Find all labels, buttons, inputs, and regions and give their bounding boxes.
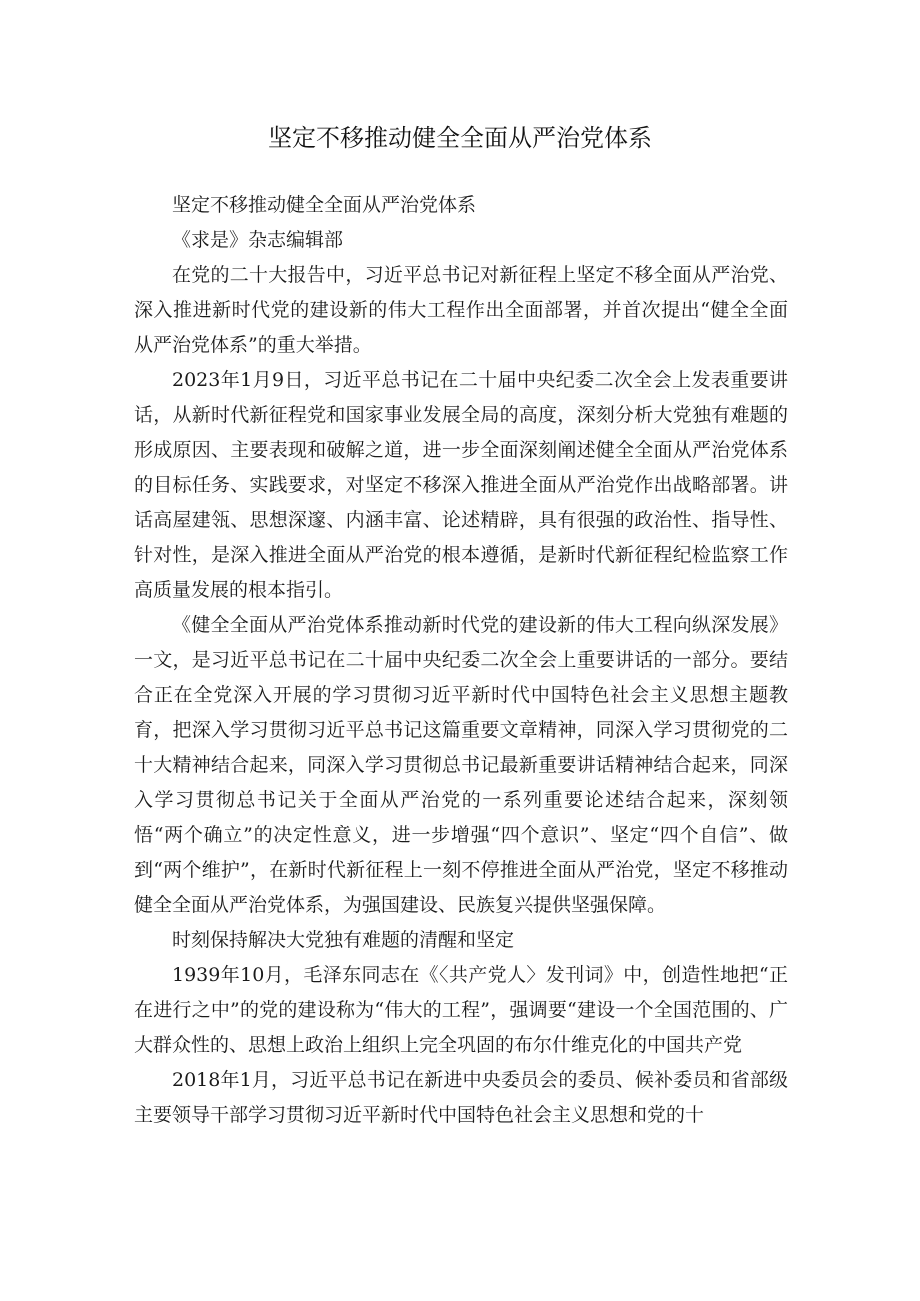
paragraph-speech: 2023年1月9日，习近平总书记在二十届中央纪委二次全会上发表重要讲话，从新时代新征程党和国家事业发展全局的高度，深刻分析大党独有难题的形成原因、主要表现和破解之道，进一步全面深刻阐述健全全面从严治党体系的目标任务、实践要求，对坚定不移深入推进全面从严治党作出战略部署。讲话高屋建瓴、思想深邃、内涵丰富、论述精辟，具有很强的政治性、指导性、针对性，是深入推进全面从严治党的根本遵循，是新时代新征程纪检监察工作高质量发展的根本指引。 <box>134 369 788 601</box>
paragraph-article: 《健全全面从严治党体系推动新时代党的建设新的伟大工程向纵深发展》一文，是习近平总书记在二十届中央纪委二次全会上重要讲话的一部分。要结合正在全党深入开展的学习贯彻习近平新时代中国特色社会主义思想主题教育，把深入学习贯彻习近平总书记这篇重要文章精神，同深入学习贯彻党的二十大精神结合起来，同深入学习贯彻总书记最新重要讲话精神结合起来，同深入学习贯彻总书记关于全面从严治党的一系列重要论述结合起来，深刻领悟“两个确立”的决定性意义，进一步增强“四个意识”、坚定“四个自信”、做到“两个维护”，在新时代新征程上一刻不停推进全面从严治党，坚定不移推动健全全面从严治党体系，为强国建设、民族复兴提供坚强保障。 <box>134 614 788 916</box>
paragraph-subtitle: 坚定不移推动健全全面从严治党体系 <box>172 194 477 216</box>
document-body <box>134 188 788 1133</box>
paragraph-intro: 在党的二十大报告中，习近平总书记对新征程上坚定不移全面从严治党、深入推进新时代党的建设新的伟大工程作出全面部署，并首次提出“健全全面从严治党体系”的重大举措。 <box>134 264 788 356</box>
paragraph-author: 《求是》杂志编辑部 <box>172 229 344 251</box>
paragraph-history: 1939年10月，毛泽东同志在《〈共产党人〉发刊词》中，创造性地把“正在进行之中”的党的建设称为“伟大的工程”，强调要“建设一个全国范围的、广大群众性的、思想上政治上组织上完全巩固的布尔什维克化的中国共产党 <box>134 964 788 1056</box>
paragraph-2018: 2018年1月，习近平总书记在新进中央委员会的委员、候补委员和省部级主要领导干部学习贯彻习近平新时代中国特色社会主义思想和党的十 <box>134 1069 788 1126</box>
document-title: 坚定不移推动健全全面从严治党体系 <box>268 124 652 152</box>
section-heading: 时刻保持解决大党独有难题的清醒和坚定 <box>172 929 515 951</box>
